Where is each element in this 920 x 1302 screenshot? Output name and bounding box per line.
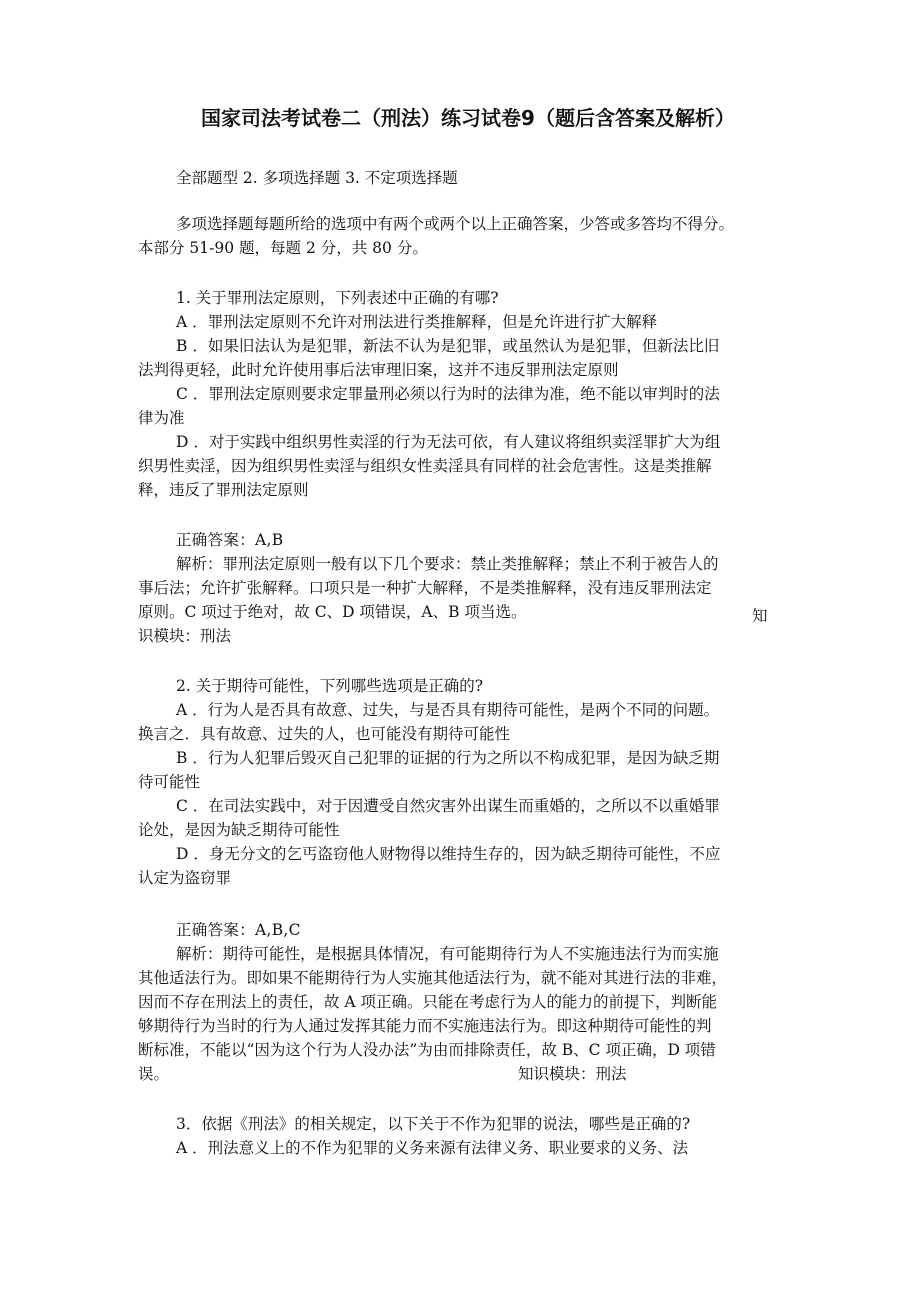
- option-c: C ．在司法实践中，对于因遭受自然灾害外出谋生而重婚的，之所以不以重婚罪: [176, 797, 720, 815]
- explanation-cont: 误。: [138, 1065, 170, 1083]
- instruction-line: 本部分 51-90 题，每题 2 分，共 80 分。: [138, 239, 428, 257]
- instruction-line: 多项选择题每题所给的选项中有两个或两个以上正确答案，少答或多答均不得分。: [176, 215, 735, 233]
- question-stem: 2. 关于期待可能性，下列哪些选项是正确的?: [176, 677, 484, 695]
- explanation-cont: 原则。C 项过于绝对，故 C、D 项错误，A、B 项当选。: [138, 603, 527, 621]
- option-b: B ．行为人犯罪后毁灭自己犯罪的证据的行为之所以不构成犯罪，是因为缺乏期: [176, 749, 720, 767]
- knowledge-module-tag: 知识模块：刑法: [518, 1065, 627, 1083]
- option-b: B ．如果旧法认为是犯罪，新法不认为是犯罪，或虽然认为是犯罪，但新法比旧: [176, 337, 720, 355]
- option-a: A ．行为人是否具有故意、过失，与是否具有期待可能性，是两个不同的问题。: [176, 701, 720, 719]
- option-c: C ．罪刑法定原则要求定罪量刑必须以行为时的法律为准，绝不能以审判时的法: [176, 385, 720, 403]
- explanation: 解析：期待可能性，是根据具体情况，有可能期待行为人不实施违法行为而实施: [176, 945, 719, 963]
- correct-answer: 正确答案：A,B: [176, 531, 284, 549]
- knowledge-module: 识模块：刑法: [138, 627, 232, 645]
- explanation-cont: 其他适法行为。即如果不能期待行为人实施其他适法行为，就不能对其进行法的非难，: [138, 969, 728, 987]
- option-d-cont: 释，违反了罪刑法定原则: [138, 481, 309, 499]
- answer-2: [138, 918, 798, 1086]
- option-b-cont: 法判得更轻，此时允许使用事后法审理旧案，这并不违反罪刑法定原则: [138, 361, 619, 379]
- answer-1: [138, 528, 798, 648]
- explanation-cont: 断标准，不能以“因为这个行为人没办法”为由而排除责任，故 B、C 项正确，D 项错: [138, 1041, 716, 1059]
- option-d-cont: 认定为盗窃罪: [138, 869, 232, 887]
- option-a: A ．刑法意义上的不作为犯罪的义务来源有法律义务、职业要求的义务、法: [176, 1139, 689, 1157]
- question-2: [138, 674, 798, 890]
- option-c-cont: 论处，是因为缺乏期待可能性: [138, 821, 340, 839]
- explanation-cont: 事后法；允许扩张解释。口项只是一种扩大解释，不是类推解释，没有违反罪刑法定: [138, 579, 712, 597]
- meta-line-block: [138, 166, 798, 190]
- explanation: 解析：罪刑法定原则一般有以下几个要求：禁止类推解释；禁止不利于被告人的: [176, 555, 719, 573]
- question-1: [138, 286, 798, 502]
- option-d: D ．对于实践中组织男性卖淫的行为无法可依，有人建议将组织卖淫罪扩大为组: [176, 433, 721, 451]
- option-d-cont: 织男性卖淫，因为组织男性卖淫与组织女性卖淫具有同样的社会危害性。这是类推解: [138, 457, 712, 475]
- question-3: [138, 1112, 798, 1160]
- knowledge-module-tag: 知: [752, 607, 768, 625]
- question-stem: 1. 关于罪刑法定原则，下列表述中正确的有哪?: [176, 289, 499, 307]
- question-stem: 3．依据《刑法》的相关规定，以下关于不作为犯罪的说法，哪些是正确的?: [176, 1115, 691, 1133]
- explanation-cont: 因而不存在刑法上的责任，故 A 项正确。只能在考虑行为人的能力的前提下，判断能: [138, 993, 718, 1011]
- option-b-cont: 待可能性: [138, 773, 201, 791]
- option-c-cont: 律为准: [138, 409, 185, 427]
- option-a-cont: 换言之．具有故意、过失的人，也可能没有期待可能性: [138, 725, 511, 743]
- document-title: 国家司法考试卷二（刑法）练习试卷9（题后含答案及解析）: [201, 106, 735, 130]
- instruction-block: [138, 212, 798, 260]
- explanation-cont: 够期待行为当时的行为人通过发挥其能力而不实施违法行为。即这种期待可能性的判: [138, 1017, 712, 1035]
- correct-answer: 正确答案：A,B,C: [176, 921, 301, 939]
- option-d: D ．身无分文的乞丐盗窃他人财物得以维持生存的，因为缺乏期待可能性，不应: [176, 845, 721, 863]
- option-a: A ．罪刑法定原则不允许对刑法进行类推解释，但是允许进行扩大解释: [176, 313, 658, 331]
- question-types-line: 全部题型 2. 多项选择题 3. 不定项选择题: [176, 169, 458, 187]
